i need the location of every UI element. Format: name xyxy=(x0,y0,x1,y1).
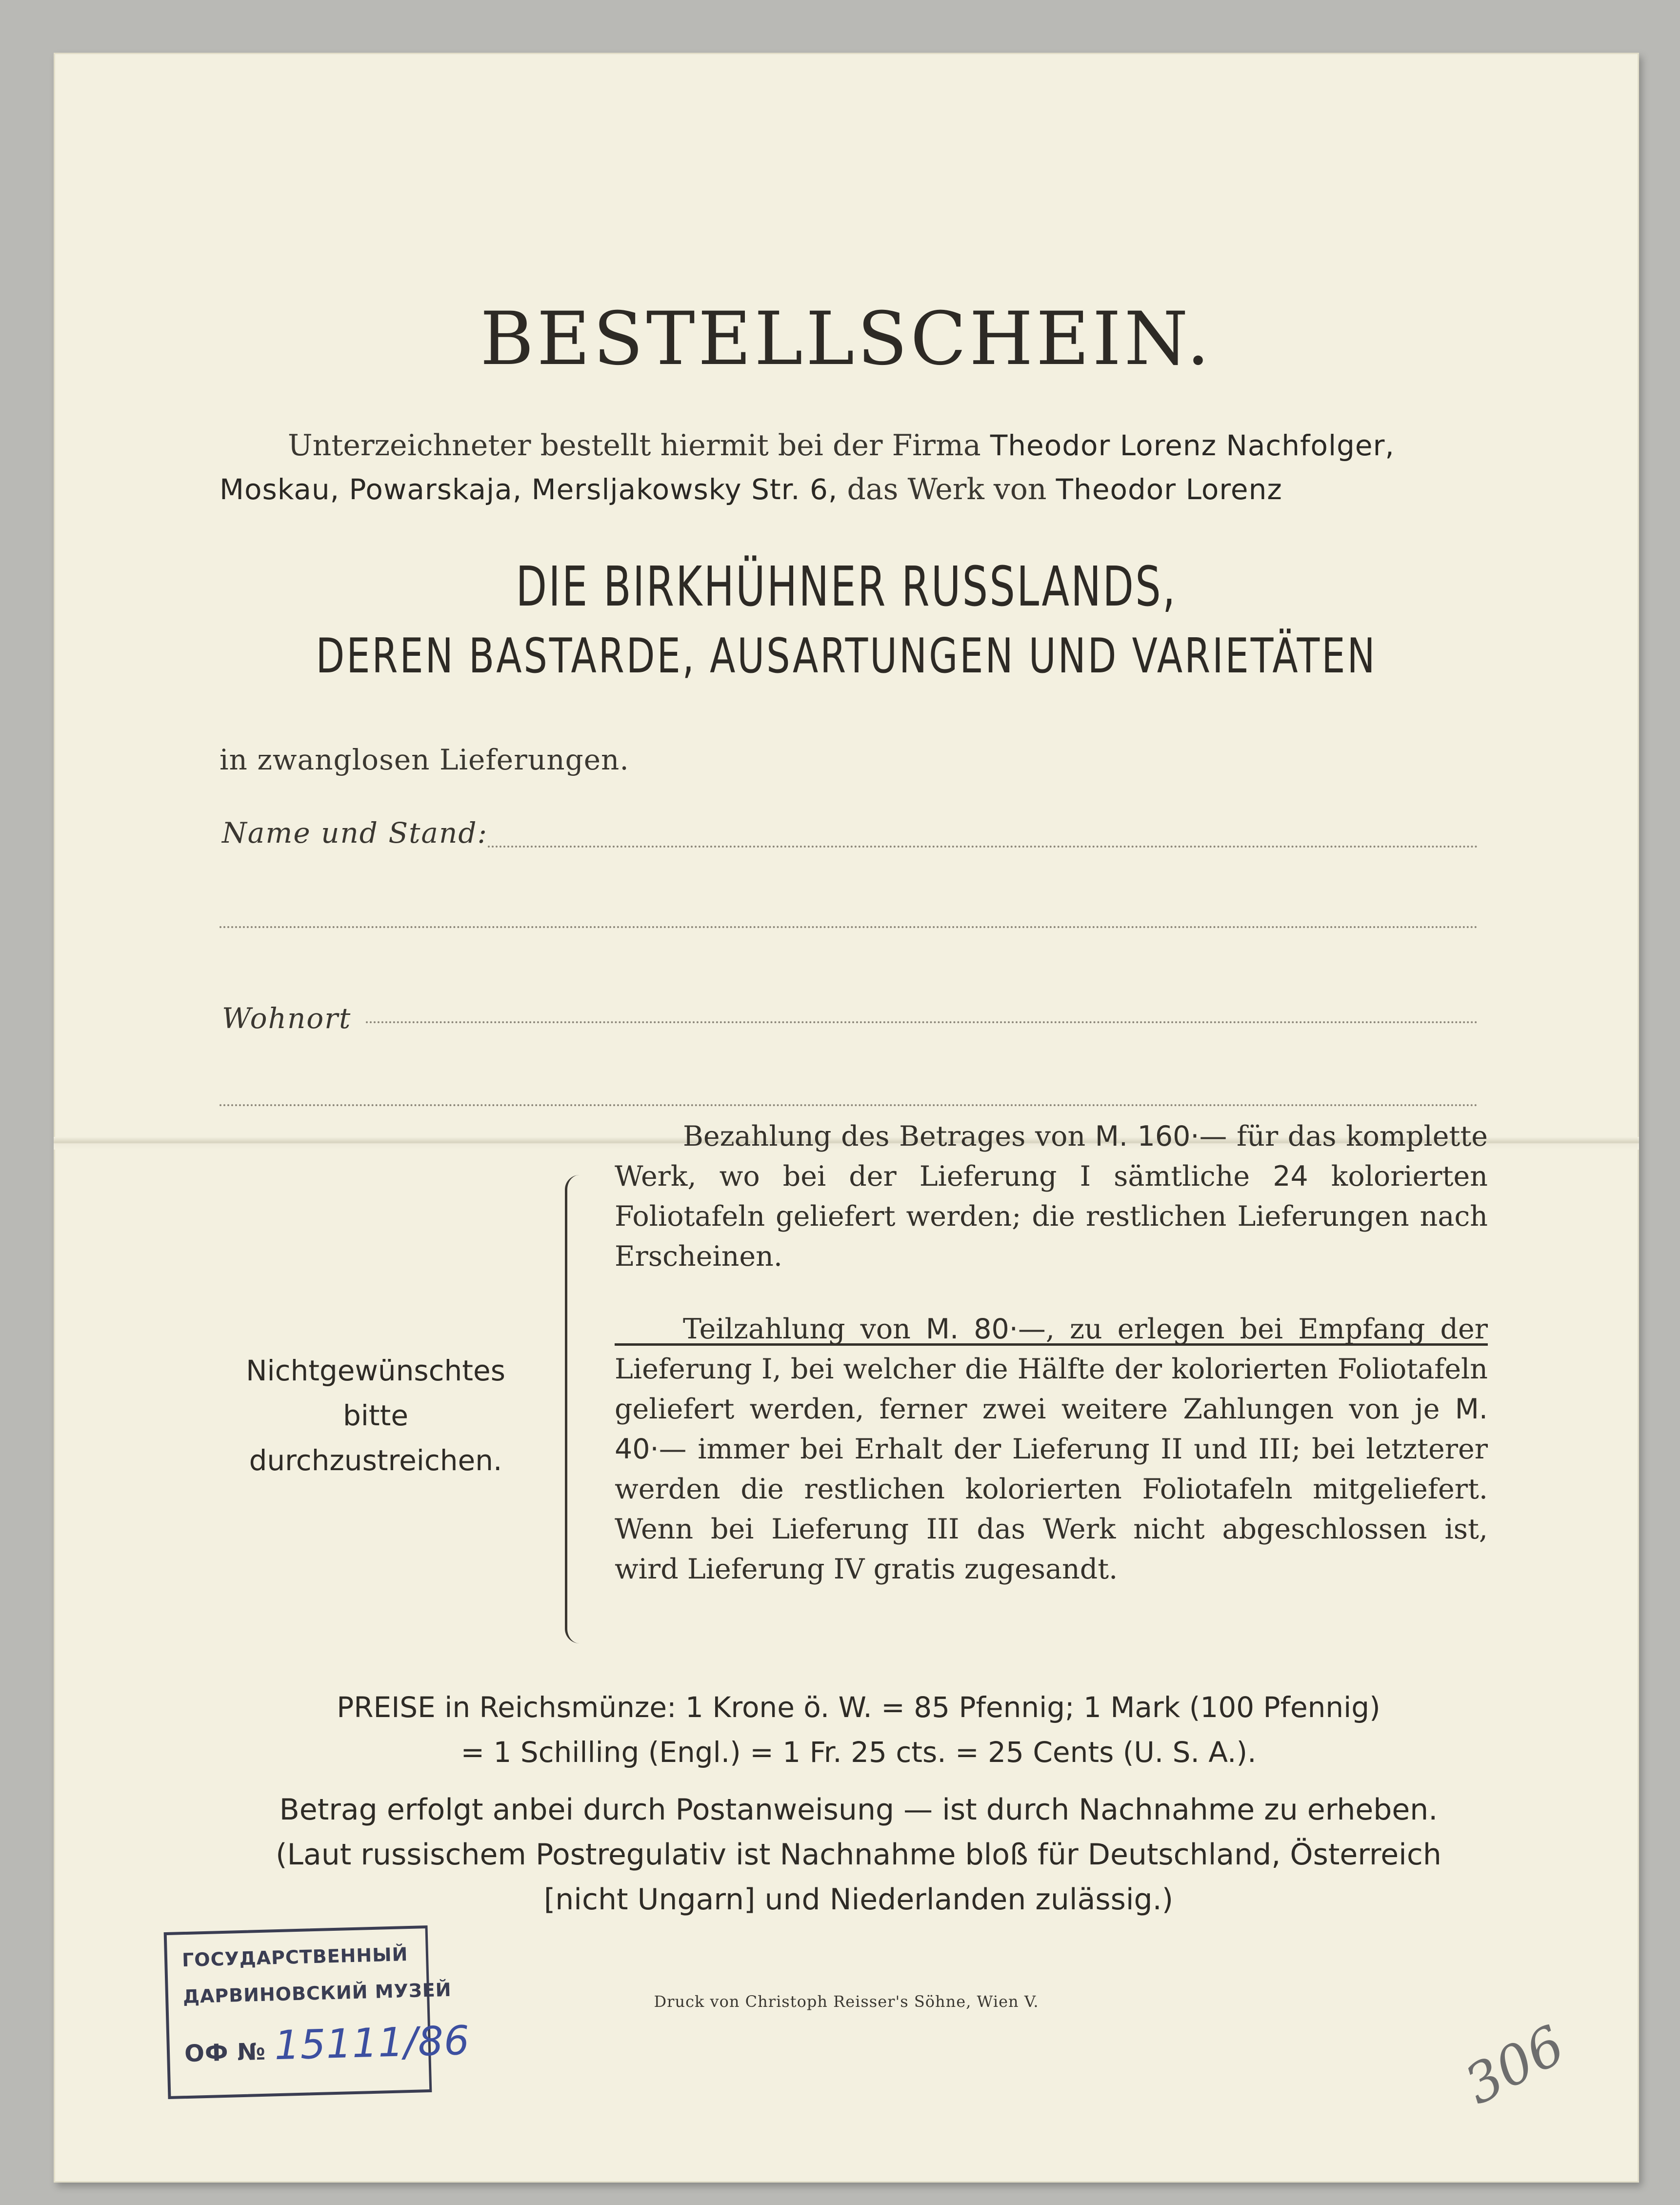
payment-option-full[interactable] xyxy=(615,1116,1488,1276)
option2-amount: M. 80·— xyxy=(925,1313,1046,1345)
residence-input-line-2[interactable] xyxy=(220,1104,1478,1106)
pencil-annotation: 306 xyxy=(1455,2013,1575,2117)
intro-text-2: das Werk von xyxy=(847,472,1047,506)
issue-note: in zwanglosen Lieferungen. xyxy=(220,743,629,776)
stamp-line-1: ГОСУДАРСТВЕННЫЙ xyxy=(181,1943,408,1971)
prices-line-2: = 1 Schilling (Engl.) = 1 Fr. 25 cts. = 25 Cents (U. S. A.). xyxy=(460,1736,1257,1769)
payment-line-2: (Laut russischem Postregulativ ist Nachnahme bloß für Deutschland, Österreich xyxy=(276,1838,1441,1872)
prices-block xyxy=(220,1685,1498,1775)
residence-input-line[interactable] xyxy=(366,1021,1478,1023)
options-bracket xyxy=(565,1175,587,1643)
firm-name: Theodor Lorenz Nachfolger, xyxy=(990,429,1395,462)
stamp-number: 15111/86 xyxy=(274,2017,471,2069)
intro-line-1 xyxy=(220,424,1488,467)
name-input-line-2[interactable] xyxy=(220,926,1478,928)
firm-address: Moskau, Powarskaja, Mersljakowsky Str. 6, xyxy=(220,473,838,506)
prices-line-1: PREISE in Reichsmünze: 1 Krone ö. W. = 85 Pfennig; 1 Mark (100 Pfennig) xyxy=(337,1691,1380,1724)
work-title: DIE BIRKHÜHNER RUSSLANDS, xyxy=(516,555,1177,619)
option2-amount-2: M. 40·— xyxy=(615,1393,1488,1465)
intro-text-1: Unterzeichneter bestellt hiermit bei der Firma xyxy=(288,428,981,463)
option2-text-c: immer bei Erhalt der Lieferung II und III; bei letzterer werden die restlichen kolorierten Foliotafeln mitgeliefert. Wenn bei Lieferung III das Werk nicht abgeschlossen ist, wird Lieferung IV gratis zugesandt. xyxy=(615,1433,1488,1585)
option2-text-b: , zu erlegen bei Empfang der Lieferung I, bei welcher die Hälfte der kolorierten Foliotafeln geliefert werden, ferner zwei weitere Zahlungen von je xyxy=(615,1313,1488,1425)
stamp-prefix: ОФ № xyxy=(184,2038,266,2068)
museum-stamp xyxy=(164,1925,471,2099)
author-name: Theodor Lorenz xyxy=(1056,473,1282,506)
option2-text-a: Teilzahlung von xyxy=(683,1313,911,1345)
page-title: BESTELLSCHEIN. xyxy=(480,297,1213,382)
intro-paragraph xyxy=(220,424,1488,511)
stamp-line-2: ДАРВИНОВСКИЙ МУЗЕЙ xyxy=(182,1979,452,2008)
name-label: Name und Stand: xyxy=(222,816,488,850)
payment-method-block xyxy=(220,1787,1498,1922)
strike-out-note: Nichtgewünschtes bitte durchzustreichen. xyxy=(246,1354,505,1477)
order-form-sheet xyxy=(54,53,1639,2183)
option1-amount: M. 160·— xyxy=(1095,1120,1227,1153)
name-input-line[interactable] xyxy=(488,846,1478,848)
payment-option-installment[interactable] xyxy=(615,1309,1488,1589)
option1-text-b: für das komplette Werk, wo bei der Lieferung I sämtliche xyxy=(615,1120,1488,1193)
option1-count: 24 xyxy=(1273,1160,1308,1193)
payment-line-1: Betrag erfolgt anbei durch Postanweisung — ist durch Nachnahme zu erheben. xyxy=(279,1793,1438,1827)
stamp-line-3 xyxy=(184,2018,471,2071)
payment-line-3: [nicht Ungarn] und Niederlanden zulässig.) xyxy=(543,1882,1174,1917)
work-subtitle: DEREN BASTARDE, AUSARTUNGEN UND VARIETÄTEN xyxy=(316,628,1377,684)
printer-imprint: Druck von Christoph Reisser's Söhne, Wien V. xyxy=(654,1992,1039,2011)
option1-text-c: kolorierten Foliotafeln geliefert werden; die restlichen Lieferungen nach Erscheinen. xyxy=(615,1160,1488,1273)
option1-text-a: Bezahlung des Betrages von xyxy=(683,1120,1086,1153)
residence-label: Wohnort xyxy=(222,1002,352,1035)
